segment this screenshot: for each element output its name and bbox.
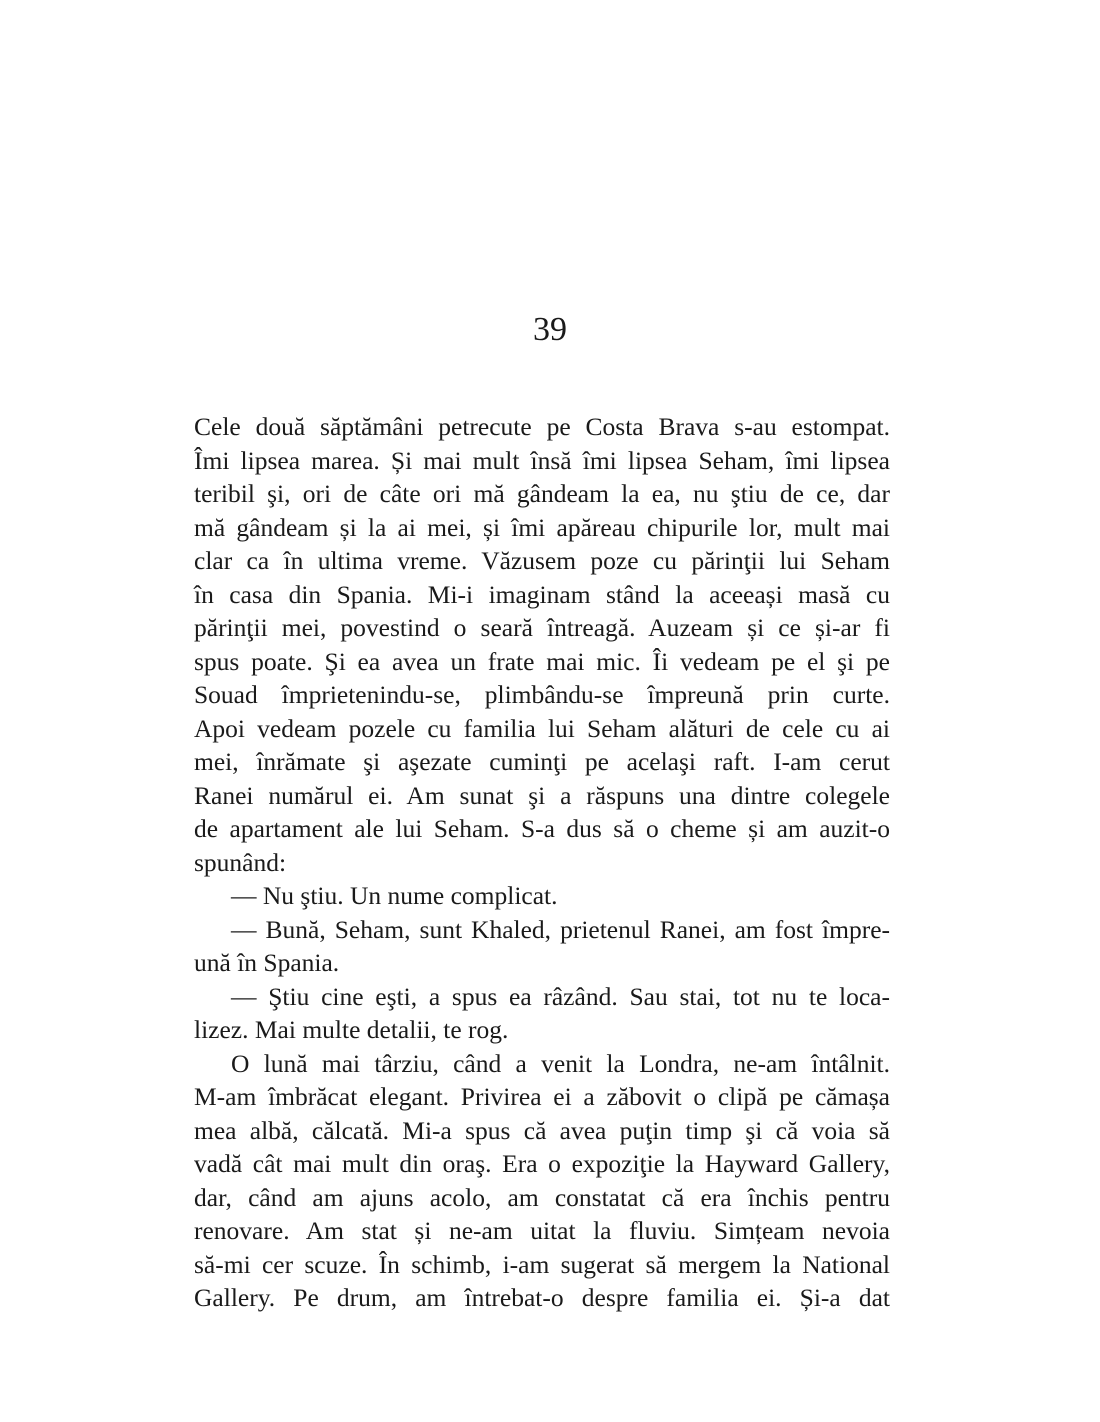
text-line: dar, când am ajuns acolo, am constatat că era închis pentru [194,1182,890,1212]
text-line: M-am îmbrăcat elegant. Privirea ei a zăbovit o clipă pe cămașa [194,1082,890,1111]
text-line: Souad împrietenindu-se, plimbându-se împreună prin curte. [194,680,890,709]
text-line: teribil şi, ori de câte ori mă gândeam la ea, nu ştiu de ce, dar [194,479,890,508]
text-line: ună în Spania. [194,948,340,977]
text-line: mea albă, călcată. Mi-a spus că avea puţin timp şi că voia să [194,1115,890,1145]
text-line: părinţii mei, povestind o seară întreagă. Auzeam și ce și-ar fi [194,613,890,642]
text-line: Gallery. Pe drum, am întrebat-o despre familia ei. Și-a dat [194,1283,890,1312]
text-line: lizez. Mai multe detalii, te rog. [194,1015,509,1044]
text-line: Apoi vedeam pozele cu familia lui Seham alături de cele cu ai [194,713,890,743]
text-line: — Ştiu cine eşti, a spus ea râzând. Sau stai, tot nu te loca- [231,981,890,1011]
text-line: — Nu ştiu. Un nume complicat. [231,881,558,910]
text-line: în casa din Spania. Mi-i imaginam stând la aceeași masă cu [194,579,890,609]
text-line: mă gândeam și la ai mei, și îmi apăreau chipurile lor, mult mai [194,512,890,542]
text-line: să-mi cer scuze. În schimb, i-am sugerat să mergem la National [194,1249,890,1279]
text-line: O lună mai târziu, când a venit la Londra, ne-am întâlnit. [231,1048,890,1078]
text-line: spus poate. Şi ea avea un frate mai mic. Îi vedeam pe el şi pe [194,646,890,676]
text-line: Îmi lipsea marea. Și mai mult însă îmi lipsea Seham, îmi lipsea [194,445,890,475]
text-line: de apartament ale lui Seham. S-a dus să o cheme și am auzit-o [194,814,890,843]
text-line: clar ca în ultima vreme. Văzusem poze cu părinţii lui Seham [194,546,890,575]
text-line: spunând: [194,847,287,877]
text-line: Cele două săptămâni petrecute pe Costa Brava s-au estompat. [194,412,890,441]
text-line: renovare. Am stat și ne-am uitat la fluviu. Simțeam nevoia [194,1216,890,1245]
text-line: vadă cât mai mult din oraş. Era o expoziţie la Hayward Gallery, [194,1149,890,1178]
chapter-body-text [194,410,890,1315]
text-line: Ranei numărul ei. Am sunat şi a răspuns una dintre colegele [194,780,890,810]
text-line: — Bună, Seham, sunt Khaled, prietenul Ranei, am fost împre- [231,914,890,944]
text-line: mei, înrămate şi aşezate cuminţi pe acelaşi raft. I-am cerut [194,747,890,776]
chapter-number: 39 [533,311,567,348]
